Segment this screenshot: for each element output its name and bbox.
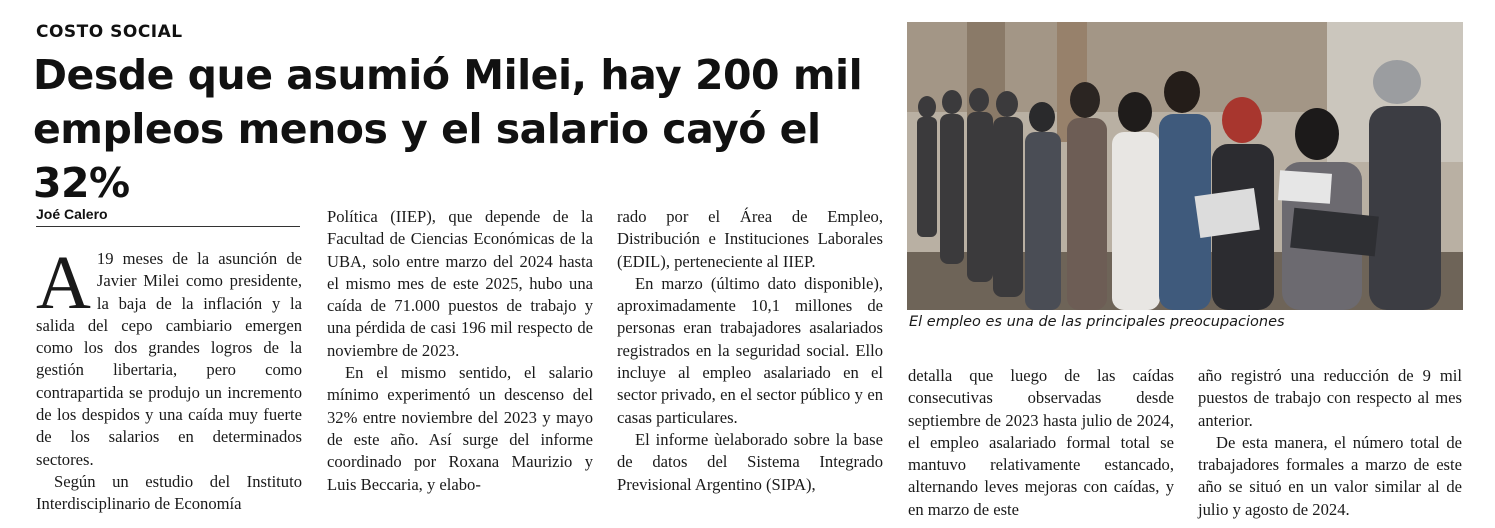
article-column-5 bbox=[1198, 365, 1462, 521]
paragraph: Política (IIEP), que depende de la Facultad de Ciencias Económicas de la UBA, solo entre marzo del 2024 hasta el mismo mes de este 2025, hubo una caída de 71.000 puestos de trabajo y una pérdida de casi 196 mil respecto de noviembre de 2023. bbox=[327, 207, 593, 360]
news-photo bbox=[907, 22, 1463, 310]
paragraph: detalla que luego de las caídas consecutivas observadas desde septiembre de 2023 hasta julio de 2024, el empleo asalariado formal total se mantuvo relativamente estancado, alternando leves mejoras con caídas, y en marzo de este bbox=[908, 366, 1174, 519]
paragraph: Según un estudio del Instituto Interdisciplinario de Economía bbox=[36, 471, 302, 514]
article-column-1 bbox=[36, 241, 302, 516]
article-column-4 bbox=[908, 365, 1174, 521]
article-column-2 bbox=[327, 206, 593, 496]
paragraph: rado por el Área de Empleo, Distribución e Instituciones Laborales (EDIL), perteneciente al IIEP. bbox=[617, 207, 883, 271]
article-column-3 bbox=[617, 206, 883, 496]
photo-caption: El empleo es una de las principales preocupaciones bbox=[909, 314, 1285, 330]
paragraph: En el mismo sentido, el salario mínimo experimentó un descenso del 32% entre noviembre del 2023 y mayo de este año. Así surge del informe coordinado por Roxana Maurizio y Luis Beccaria, y elabo- bbox=[327, 363, 593, 494]
section-kicker: COSTO SOCIAL bbox=[36, 22, 183, 42]
paragraph: A 19 meses de la asunción de Javier Milei como presidente, la baja de la inflación y la salida del cepo cambiario emergen como los dos grandes logros de la gestión libertaria, pero como contrapartida se produjo un incremento de los despidos y una caída muy fuerte de los salarios en determinados sectores. bbox=[36, 241, 302, 469]
byline: Joé Calero bbox=[36, 206, 300, 227]
paragraph: De esta manera, el número total de trabajadores formales a marzo de este año se situó en un valor similar al de julio y agosto de 2024. bbox=[1198, 432, 1462, 519]
paragraph: En marzo (último dato disponible), aproximadamente 10,1 millones de personas eran trabajadores asalariados registrados en la seguridad social. Ello incluye al empleo asalariado en el sector privado, en el sector público y en casas particulares. bbox=[617, 273, 883, 427]
paragraph: El informe ùelaborado sobre la base de datos del Sistema Integrado Previsional Argentino (SIPA), bbox=[617, 429, 883, 494]
paragraph: año registró una reducción de 9 mil puestos de trabajo con respecto al mes anterior. bbox=[1198, 366, 1462, 430]
headline: Desde que asumió Milei, hay 200 mil empleos menos y el salario cayó el 32% bbox=[33, 51, 863, 207]
drop-cap: A bbox=[36, 241, 91, 325]
